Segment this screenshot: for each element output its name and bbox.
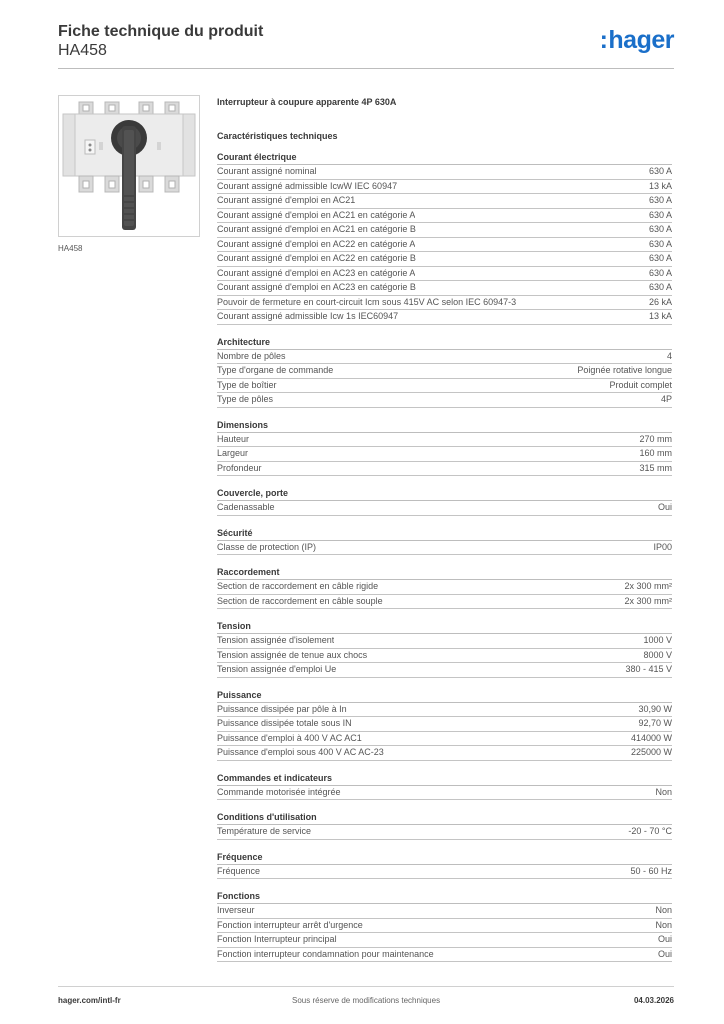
- spec-label: Courant assigné d'emploi en AC21 en catégorie A: [217, 209, 416, 220]
- hager-logo: :hager: [599, 26, 674, 54]
- spec-value: 630 A: [648, 224, 672, 234]
- spec-row: [217, 296, 672, 311]
- spec-row: [217, 364, 672, 379]
- spec-value: 630 A: [648, 253, 672, 263]
- spec-row: [217, 904, 672, 919]
- spec-label: Type de pôles: [217, 394, 274, 404]
- spec-row: [217, 379, 672, 394]
- header-divider: [58, 68, 674, 69]
- spec-row: [217, 825, 672, 840]
- switch-disconnector-image: [59, 96, 199, 236]
- spec-value: 160 mm: [639, 448, 672, 458]
- spec-row: [217, 663, 672, 678]
- spec-label: Profondeur: [217, 462, 262, 473]
- spec-label: Fonction interrupteur arrêt d'urgence: [217, 919, 363, 930]
- spec-section: [217, 811, 672, 840]
- spec-sections: [217, 151, 672, 962]
- spec-label: Courant assigné admissible IcwW IEC 60947: [217, 180, 398, 191]
- spec-value: -20 - 70 °C: [628, 826, 672, 836]
- spec-label: Hauteur: [217, 433, 250, 444]
- section-title: Couvercle, porte: [217, 487, 672, 501]
- spec-row: [217, 649, 672, 664]
- section-title: Sécurité: [217, 527, 672, 541]
- footer-date: 04.03.2026: [633, 996, 674, 1005]
- section-title: Raccordement: [217, 566, 672, 580]
- spec-row: [217, 209, 672, 224]
- section-title: Dimensions: [217, 419, 672, 433]
- spec-value: 13 kA: [648, 311, 672, 321]
- spec-row: [217, 595, 672, 610]
- spec-label: Courant assigné d'emploi en AC21: [217, 195, 356, 205]
- spec-row: [217, 194, 672, 209]
- spec-label: Fréquence: [217, 865, 261, 876]
- spec-label: Type d'organe de commande: [217, 365, 334, 375]
- spec-label: Inverseur: [217, 905, 255, 915]
- spec-section: [217, 851, 672, 880]
- section-title: Conditions d'utilisation: [217, 811, 672, 825]
- spec-row: [217, 746, 672, 761]
- spec-label: Courant assigné nominal: [217, 166, 317, 176]
- section-title: Commandes et indicateurs: [217, 772, 672, 786]
- spec-value: 26 kA: [648, 296, 672, 307]
- spec-value: Non: [655, 919, 672, 930]
- spec-row: [217, 948, 672, 963]
- spec-value: 414000 W: [630, 732, 672, 743]
- spec-value: 30,90 W: [638, 703, 672, 714]
- photo-caption: HA458: [58, 244, 83, 253]
- spec-row: [217, 180, 672, 195]
- spec-section: [217, 151, 672, 325]
- spec-value: 225000 W: [630, 747, 672, 757]
- logo-text: hager: [608, 26, 674, 54]
- spec-section: [217, 620, 672, 678]
- spec-section: [217, 336, 672, 408]
- section-title: Puissance: [217, 689, 672, 703]
- spec-row: [217, 786, 672, 801]
- spec-row: [217, 252, 672, 267]
- spec-row: [217, 919, 672, 934]
- spec-label: Puissance d'emploi sous 400 V AC AC-23: [217, 747, 384, 757]
- spec-value: 630 A: [648, 209, 672, 220]
- spec-row: [217, 501, 672, 516]
- spec-label: Courant assigné d'emploi en AC22 en catégorie B: [217, 253, 416, 263]
- spec-label: Courant assigné d'emploi en AC21 en catégorie B: [217, 224, 416, 234]
- spec-label: Cadenassable: [217, 502, 275, 512]
- spec-label: Tension assignée de tenue aux chocs: [217, 649, 368, 660]
- spec-section: [217, 419, 672, 477]
- spec-value: 2x 300 mm²: [624, 581, 672, 591]
- spec-row: [217, 310, 672, 325]
- section-title: Courant électrique: [217, 151, 672, 165]
- footer-divider: [58, 986, 674, 987]
- technical-sheet: [217, 95, 672, 962]
- spec-value: Oui: [657, 948, 672, 959]
- spec-row: [217, 350, 672, 365]
- spec-label: Pouvoir de fermeture en court-circuit Icm sous 415V AC selon IEC 60947-3: [217, 296, 517, 307]
- spec-value: Non: [655, 905, 672, 915]
- spec-label: Section de raccordement en câble souple: [217, 595, 383, 606]
- spec-section: [217, 689, 672, 761]
- product-reference: HA458: [58, 42, 107, 59]
- spec-value: 2x 300 mm²: [624, 595, 672, 606]
- spec-label: Type de boîtier: [217, 379, 277, 390]
- spec-row: [217, 865, 672, 880]
- section-title: Architecture: [217, 336, 672, 350]
- spec-label: Courant assigné d'emploi en AC23 en catégorie A: [217, 267, 416, 278]
- spec-label: Température de service: [217, 826, 312, 836]
- spec-value: 315 mm: [639, 462, 672, 473]
- spec-label: Puissance dissipée totale sous IN: [217, 718, 352, 728]
- spec-value: 630 A: [648, 282, 672, 292]
- spec-value: 4: [666, 350, 672, 361]
- spec-section: [217, 890, 672, 962]
- spec-value: Non: [655, 786, 672, 797]
- spec-section: [217, 772, 672, 801]
- spec-label: Tension assignée d'emploi Ue: [217, 664, 337, 674]
- spec-label: Largeur: [217, 448, 249, 458]
- spec-label: Courant assigné admissible Icw 1s IEC60947: [217, 311, 399, 321]
- spec-value: IP00: [653, 541, 672, 552]
- spec-value: 13 kA: [648, 180, 672, 191]
- spec-label: Courant assigné d'emploi en AC22 en catégorie A: [217, 238, 416, 249]
- spec-row: [217, 223, 672, 238]
- footer-website: hager.com/intl-fr: [58, 996, 121, 1005]
- spec-value: 8000 V: [643, 649, 672, 660]
- spec-value: 630 A: [648, 166, 672, 176]
- spec-row: [217, 732, 672, 747]
- spec-value: 270 mm: [639, 433, 672, 444]
- spec-row: [217, 634, 672, 649]
- spec-label: Puissance dissipée par pôle à In: [217, 703, 347, 714]
- spec-value: 1000 V: [643, 635, 672, 645]
- spec-label: Classe de protection (IP): [217, 541, 317, 552]
- section-title: Fréquence: [217, 851, 672, 865]
- spec-row: [217, 433, 672, 448]
- page-title: Fiche technique du produit: [58, 23, 264, 40]
- spec-row: [217, 541, 672, 556]
- spec-row: [217, 238, 672, 253]
- spec-row: [217, 393, 672, 408]
- characteristics-heading: Caractéristiques techniques: [217, 131, 338, 141]
- section-title: Fonctions: [217, 890, 672, 904]
- spec-row: [217, 267, 672, 282]
- spec-label: Tension assignée d'isolement: [217, 635, 335, 645]
- page-header: [58, 22, 674, 60]
- spec-value: 380 - 415 V: [625, 664, 672, 674]
- spec-value: Produit complet: [609, 379, 672, 390]
- spec-value: 630 A: [648, 195, 672, 205]
- spec-row: [217, 447, 672, 462]
- spec-value: Poignée rotative longue: [577, 365, 672, 375]
- spec-label: Fonction interrupteur condamnation pour maintenance: [217, 948, 434, 959]
- spec-value: 630 A: [648, 238, 672, 249]
- spec-value: 4P: [660, 394, 672, 404]
- spec-label: Section de raccordement en câble rigide: [217, 581, 379, 591]
- spec-value: 92,70 W: [638, 718, 672, 728]
- spec-value: Oui: [657, 934, 672, 944]
- section-title: Tension: [217, 620, 672, 634]
- spec-label: Commande motorisée intégrée: [217, 786, 341, 797]
- spec-label: Courant assigné d'emploi en AC23 en catégorie B: [217, 282, 416, 292]
- product-name: Interrupteur à coupure apparente 4P 630A: [217, 97, 397, 107]
- product-photo: [58, 95, 200, 237]
- spec-label: Puissance d'emploi à 400 V AC AC1: [217, 732, 362, 743]
- spec-row: [217, 703, 672, 718]
- spec-label: Nombre de pôles: [217, 350, 286, 361]
- spec-value: Oui: [657, 502, 672, 512]
- spec-value: 50 - 60 Hz: [630, 865, 672, 876]
- spec-row: [217, 933, 672, 948]
- spec-row: [217, 462, 672, 477]
- footer-disclaimer: Sous réserve de modifications techniques: [292, 996, 441, 1005]
- spec-section: [217, 527, 672, 556]
- spec-section: [217, 566, 672, 609]
- spec-section: [217, 487, 672, 516]
- spec-label: Fonction Interrupteur principal: [217, 934, 337, 944]
- spec-row: [217, 281, 672, 296]
- spec-row: [217, 165, 672, 180]
- spec-row: [217, 580, 672, 595]
- spec-value: 630 A: [648, 267, 672, 278]
- spec-row: [217, 717, 672, 732]
